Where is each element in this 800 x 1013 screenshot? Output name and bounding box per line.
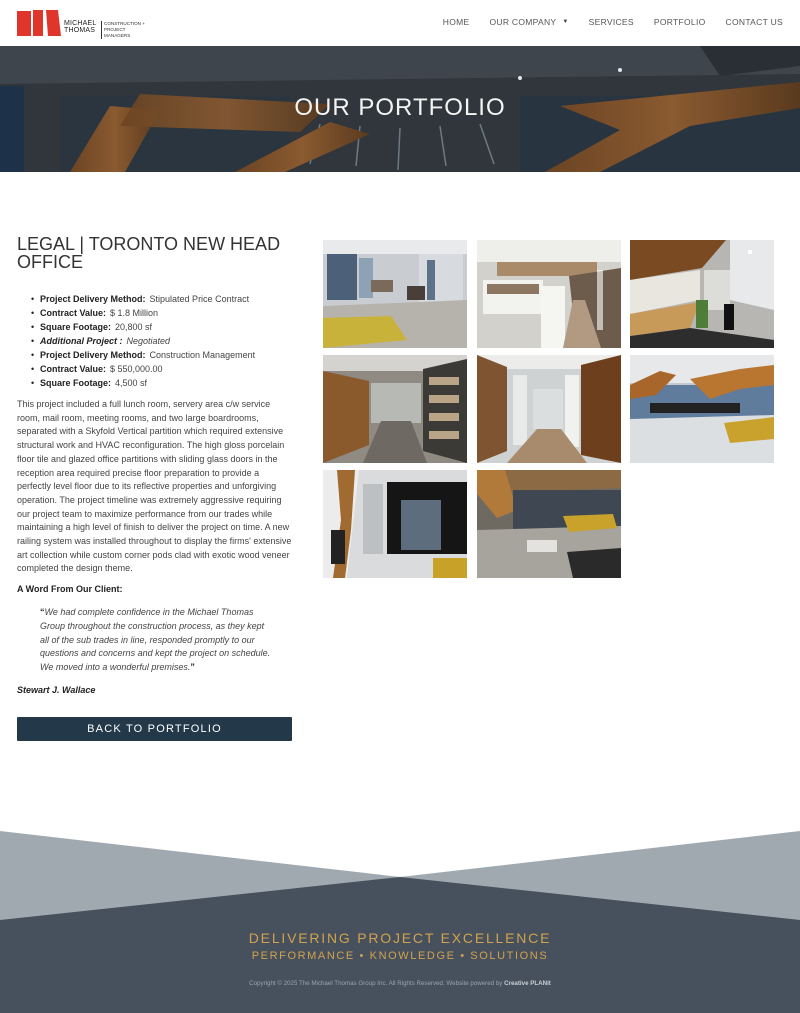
logo-tag-line1: CONSTRUCTION +	[104, 21, 145, 26]
footer-title: DELIVERING PROJECT EXCELLENCE	[248, 930, 552, 946]
site-header	[0, 0, 800, 46]
detail-value: Construction Management	[149, 350, 256, 360]
powered-by-link[interactable]: Creative PLANit	[504, 980, 551, 987]
page-title: OUR PORTFOLIO	[294, 94, 506, 121]
gallery-image	[477, 470, 621, 578]
gallery-image	[630, 355, 774, 463]
quote-close-mark: ”	[190, 662, 195, 673]
main-nav	[423, 17, 783, 27]
gallery-thumb-reception-lounge[interactable]	[323, 240, 467, 348]
detail-value: $ 550,000.00	[110, 364, 163, 374]
client-quote-text: We had complete confidence in the Michael Thomas Group throughout the construction process, as they kept all of the sub trades in line, responded promptly to our questions and concerns and kept the project on schedule. We moved into a wonderful premises.	[40, 607, 271, 673]
detail-value: Negotiated	[126, 336, 171, 346]
company-logo[interactable]	[17, 10, 152, 38]
quote-open-mark: “	[40, 607, 45, 617]
nav-our-company[interactable]	[489, 17, 568, 27]
gallery-thumb-reception-seating[interactable]	[477, 470, 621, 578]
gallery-image	[323, 240, 467, 348]
nav-portfolio-label: PORTFOLIO	[653, 17, 706, 27]
nav-contact-us-label: CONTACT US	[725, 17, 783, 27]
detail-label: Contract Value:	[40, 308, 107, 318]
project-title: LEGAL | TORONTO NEW HEAD OFFICE	[17, 234, 281, 272]
gallery-thumb-art-gallery-railing[interactable]	[323, 470, 467, 578]
gallery-image	[477, 240, 621, 348]
client-quote	[40, 606, 272, 675]
detail-item	[17, 348, 297, 362]
logo-name-line2: THOMAS	[64, 27, 96, 34]
back-to-portfolio-button[interactable]: BACK TO PORTFOLIO	[17, 717, 292, 741]
project-description: This project included a full lunch room, servery area c/w service room, mail room, meeting rooms, and two large boardrooms, separated with a Skyfold Vertical partition which required extensive structural work and HVAC reconfiguration. The high gloss porcelain floor tile and glazed office partitions with sliding glass doors in the reception area required precise floor preparation to provide a perfectly level floor due to its reflective properties and unforgiving operation. The project timeline was extremely aggressive requiring our project team to maximize performance from our trades while maintaining a high level of finish to deliver the project on time. A new railing system was installed throughout to display the firms' extensive art collection while custom corner pods clad with exotic wood veneer completed the design theme.	[17, 399, 292, 574]
detail-item	[17, 306, 297, 320]
footer-tagline: PERFORMANCE • KNOWLEDGE • SOLUTIONS	[251, 950, 549, 962]
client-quote-heading: A Word From Our Client:	[17, 584, 123, 594]
detail-label: Additional Project :	[40, 336, 123, 346]
gallery-thumb-boardroom-view[interactable]	[630, 355, 774, 463]
detail-item	[17, 320, 297, 334]
nav-services[interactable]	[589, 17, 634, 27]
detail-label: Project Delivery Method:	[40, 350, 146, 360]
copyright-text: Copyright © 2025 The Michael Thomas Group Inc. All Rights Reserved. Website powered by	[249, 980, 503, 987]
nav-home[interactable]	[443, 17, 470, 27]
gallery-thumb-file-storage-corridor[interactable]	[323, 355, 467, 463]
nav-contact-us[interactable]	[726, 17, 783, 27]
gallery-image	[323, 470, 467, 578]
detail-item	[17, 362, 297, 376]
detail-item	[17, 292, 297, 306]
client-name: Stewart J. Wallace	[17, 685, 96, 695]
gallery-image	[477, 355, 621, 463]
logo-name	[64, 20, 97, 34]
detail-item	[17, 334, 297, 348]
logo-tag-line2: PROJECT MANAGERS	[104, 27, 131, 38]
logo-tagline	[101, 21, 152, 39]
gallery-image	[630, 240, 774, 348]
detail-value: 20,800 sf	[115, 322, 153, 332]
project-details-list	[17, 292, 297, 390]
nav-services-label: SERVICES	[588, 17, 634, 27]
detail-value: Stipulated Price Contract	[149, 294, 250, 304]
nav-home-label: HOME	[442, 17, 470, 27]
chevron-down-icon: ▼	[562, 19, 569, 25]
hero-banner	[0, 46, 800, 172]
footer-copyright	[0, 980, 800, 987]
detail-label: Square Footage:	[40, 322, 112, 332]
detail-label: Contract Value:	[40, 364, 107, 374]
detail-item	[17, 376, 297, 390]
detail-label: Square Footage:	[40, 378, 112, 388]
logo-name-line1: MICHAEL	[64, 20, 97, 27]
gallery-thumb-lunch-room-servery[interactable]	[630, 240, 774, 348]
gallery-thumb-workstation-corridor[interactable]	[477, 240, 621, 348]
nav-our-company-label: OUR COMPANY	[489, 17, 557, 27]
gallery-thumb-wood-office-hallway[interactable]	[477, 355, 621, 463]
gallery-image	[323, 355, 467, 463]
nav-portfolio[interactable]	[654, 17, 706, 27]
detail-value: $ 1.8 Million	[110, 308, 159, 318]
detail-label: Project Delivery Method:	[40, 294, 146, 304]
detail-value: 4,500 sf	[115, 378, 148, 388]
logo-mark-icon	[17, 10, 61, 36]
